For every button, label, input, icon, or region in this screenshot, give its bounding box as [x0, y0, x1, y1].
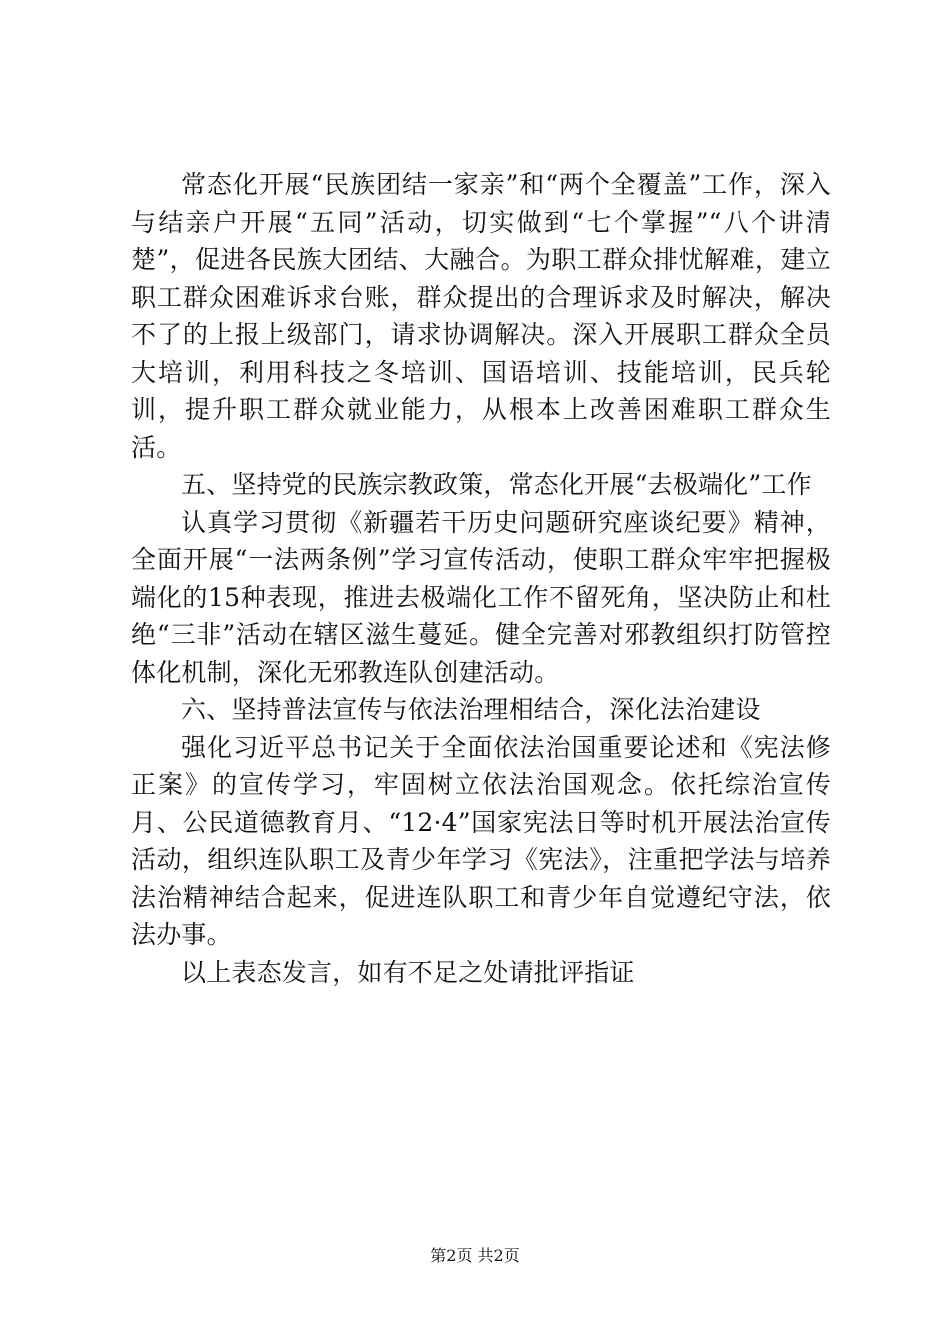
paragraph-de-extremification: 认真学习贯彻《新疆若干历史问题研究座谈纪要》精神，全面开展“一法两条例”学习宣传活动，使职工群众牢牢把握极端化的15种表现，推进去极端化工作不留死角，坚决防止和杜绝“三非”活动在辖区滋生蔓延。健全完善对邪教组织打防管控体化机制，深化无邪教连队创建活动。 — [131, 507, 831, 687]
heading-section-five: 五、坚持党的民族宗教政策，常态化开展“去极端化”工作 — [181, 470, 812, 499]
paragraph-ethnic-unity: 常态化开展“民族团结一家亲”和“两个全覆盖”工作，深入与结亲户开展“五同”活动，切实做到“七个掌握”“八个讲清楚”，促进各民族大团结、大融合。为职工群众排忧解难，建立职工群众困难诉求台账，群众提出的合理诉求及时解决，解决不了的上报上级部门，请求协调解决。深入开展职工群众全员大培训，利用科技之冬培训、国语培训、技能培训，民兵轮训，提升职工群众就业能力，从根本上改善困难职工群众生活。 — [131, 170, 831, 462]
heading-section-six: 六、坚持普法宣传与依法治理相结合，深化法治建设 — [181, 695, 761, 724]
paragraph-rule-of-law: 强化习近平总书记关于全面依法治国重要论述和《宪法修正案》的宣传学习，牢固树立依法治国观念。依托综治宣传月、公民道德教育月、“12·4”国家宪法日等时机开展法治宣传活动，组织连队职工及青少年学习《宪法》，注重把学法与培养法治精神结合起来，促进连队职工和青少年自觉遵纪守法，依法办事。 — [131, 732, 831, 949]
page-footer: 第2页 共2页 — [430, 1246, 520, 1265]
paragraph-closing: 以上表态发言，如有不足之处请批评指证 — [181, 957, 635, 987]
document-body — [131, 166, 831, 991]
